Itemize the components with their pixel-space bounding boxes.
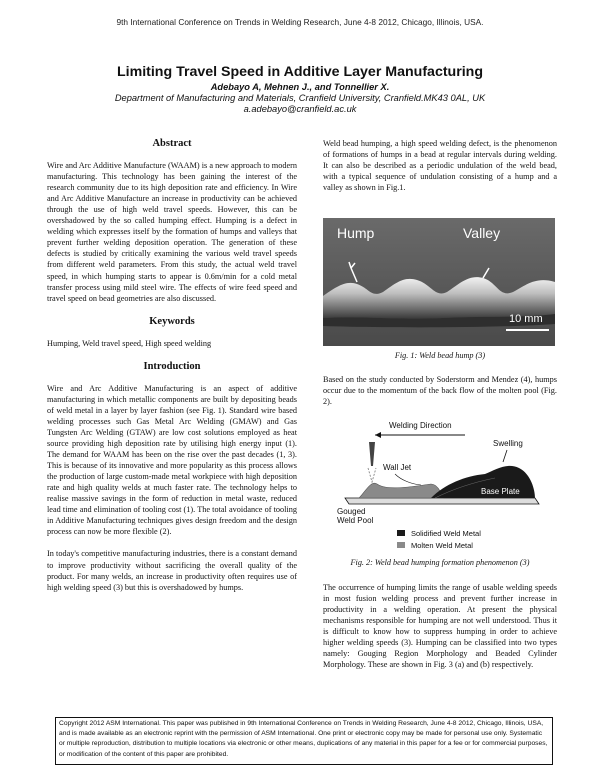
email-link[interactable]: a.adebayo@cranfield.ac.uk bbox=[243, 104, 357, 114]
authors: Adebayo A, Mehnen J., and Tonnellier X. bbox=[210, 82, 390, 92]
abstract-text: Wire and Arc Additive Manufacture (WAAM) is a new approach to modern manufacturing. This technology has been gaining the interest of the research community due to its high deposition rate and efficiency. In Wire and Arc Additive Manufacture an increase in productivity can be achieved through the use of high weld travel speeds. However, this can be overshadowed by the so called humping effect. Humping is a defect in welding which expresses itself by the formation of humps and valleys that prevent further welding deposition operation. The generation of these defects is studied by critically examining the various weld travel speeds from different weld parameters. From this study, the actual weld travel speed, in which humping starts to appear is 0.6m/min for a cold metal transfer process using mild steel wire. The effects of wire feed speed and travel speed on bead geometries are also discussed. bbox=[47, 161, 297, 303]
humping-paragraph: Weld bead humping, a high speed welding defect, is the phenomenon of formations of humps in a bead at regular intervals during welding. It can also be described as a periodic undulation of the weld bead, with a typical sequence of undulation consisting of a hump and a valley as shown in Fig.1. bbox=[323, 139, 557, 193]
legend-molten-label: Molten Weld Metal bbox=[411, 541, 473, 550]
scale-label: 10 mm bbox=[509, 313, 543, 325]
right-column-middle bbox=[323, 374, 557, 407]
weld-bead-photo-image bbox=[323, 218, 555, 346]
welding-direction-label: Welding Direction bbox=[389, 421, 452, 430]
gouged-label: Gouged bbox=[337, 507, 366, 516]
valley-label: Valley bbox=[463, 225, 501, 241]
figure-2-caption: Fig. 2: Weld bead humping formation phenomenon (3) bbox=[350, 558, 530, 567]
wall-jet-label: Wall Jet bbox=[383, 463, 412, 472]
legend-solid-label: Solidified Weld Metal bbox=[411, 529, 481, 538]
figure-2-humping-diagram bbox=[335, 418, 547, 554]
intro-paragraph-2: In today's competitive manufacturing industries, there is a constant demand to improve productivity without sacrificing the overall quality of the product. For many welds, an increase in productivity often requires use of high welding speed (3) but this is overshadowed by humps. bbox=[47, 549, 297, 592]
base-plate-label: Base Plate bbox=[481, 487, 520, 496]
paper-title: Limiting Travel Speed in Additive Layer Manufacturing bbox=[116, 64, 484, 80]
weld-pool-label: Weld Pool bbox=[337, 516, 374, 525]
hump-label: Hump bbox=[337, 225, 375, 241]
conference-header: 9th International Conference on Trends in Welding Research, June 4-8 2012, Chicago, Illinois, USA. bbox=[116, 17, 484, 27]
figure-1-weld-bead-photo bbox=[323, 218, 555, 346]
affiliation: Department of Manufacturing and Materials, Cranfield University, Cranfield.MK43 0AL, UK bbox=[114, 93, 486, 103]
keywords-heading: Keywords bbox=[149, 315, 195, 327]
right-column-top bbox=[323, 138, 557, 193]
introduction-heading: Introduction bbox=[143, 360, 201, 372]
right-column-bottom bbox=[323, 582, 557, 670]
occurrence-paragraph: The occurrence of humping limits the range of usable welding speeds in most fusion welding process and prevent further increase in productivity in a welding operation. At present the physical mechanisms responsible for humping are not well understood. Thus it is difficult to know how to suppress humping in order to achieve higher welding speeds (3). Humping can be classified into two types namely: Gouging Region Morphology and Beaded Cylinder Morphology. These are shown in Fig. 3 (a) and (b) respectively. bbox=[323, 583, 557, 670]
soderstorm-paragraph: Based on the study conducted by Soderstorm and Mendez (4), humps occur due to the momentum of the back flow of the molten pool (Fig. 2). bbox=[323, 375, 557, 407]
swelling-label: Swelling bbox=[493, 439, 523, 448]
humping-diagram-image bbox=[335, 418, 547, 554]
abstract-heading: Abstract bbox=[152, 138, 192, 149]
legend-solid-swatch bbox=[397, 530, 405, 536]
figure-1-caption: Fig. 1: Weld bead hump (3) bbox=[394, 351, 486, 360]
keywords-text: Humping, Weld travel speed, High speed welding bbox=[47, 338, 212, 348]
copyright-notice: Copyright 2012 ASM International. This paper was published in 9th International Conference on Trends in Welding Research, June 4-8 2012, Chicago, Illinois, USA, and is made available as an electronic reprint with the permission of ASM International. One print or electronic copy may be made for personal use only. Systematic or multiple reproduction, distribution to multiple locations via electronic or other means, duplications of any material in this paper for a fee or for commercial purposes, or modification of the content of this paper are prohibited. bbox=[55, 717, 553, 765]
left-column bbox=[47, 138, 297, 593]
intro-paragraph-1: Wire and Arc Additive Manufacturing is an aspect of additive manufacturing in which metallic components are built by depositing beads of weld metal in a layer by layer fashion (see Fig. 1). Standard wire based welding processes such Gas Metal Arc Welding (GMAW) and Gas Tungsten Arc Welding (GTAW) are low cost solutions employed as heat source providing high deposition rate by utilising high energy input (1). The demand for WAAM has been on the rise over the past decades (1, 3). This is because of its innovative and more popularity as this process allows the production of large custom-made metal workpiece with high deposition rate and high quality welds at much faster rate. The technology helps to realise massive savings in the form of reduction in metal waste, reduced lead time and elimination of tooling cost (1). The total avoidance of tooling in Additive Manufacturing techniques gives design freedom and the design process can now be more flexible (2). bbox=[47, 383, 297, 537]
legend-molten-swatch bbox=[397, 542, 405, 548]
